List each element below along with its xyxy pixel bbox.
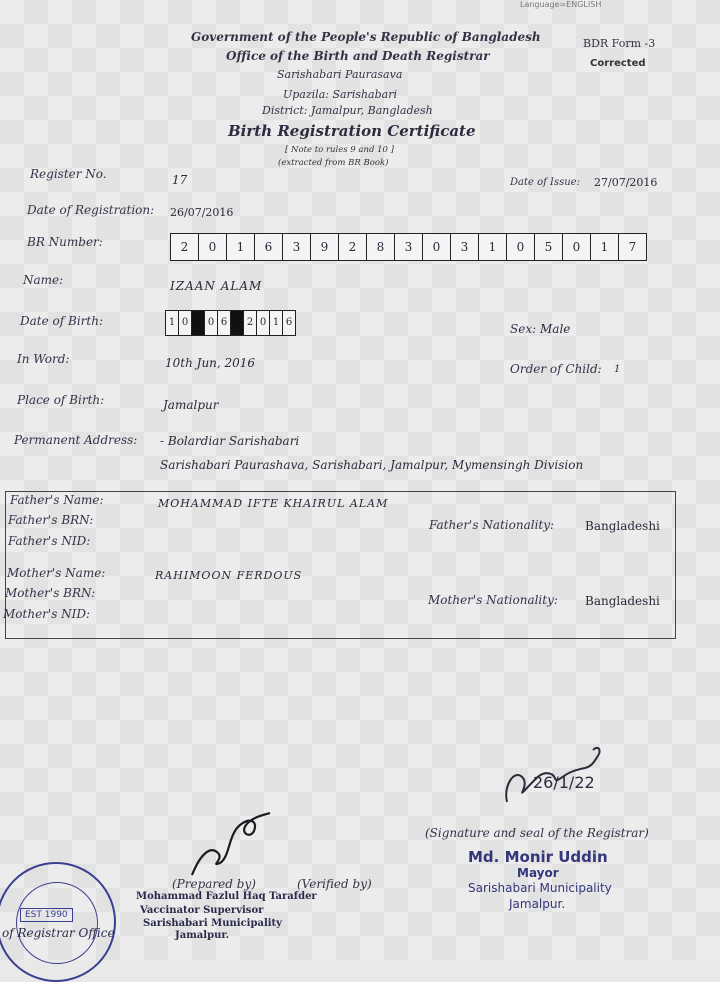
preparer-org: Sarishabari Municipality [143,918,282,929]
dob-digit: 2 [244,311,257,335]
mother-nationality-label: Mother's Nationality: [428,593,558,607]
office-seal-est: EST 1990 [20,908,73,922]
mother-nationality-value: Bangladeshi [585,594,660,608]
br-digit: 5 [535,234,563,260]
name-label: Name: [23,273,64,287]
parents-box [5,491,676,639]
header-paurasava: Sarishabari Paurasava [277,68,403,81]
father-nationality-label: Father's Nationality: [429,518,555,532]
br-digit: 1 [227,234,255,260]
father-name-value: MOHAMMAD IFTE KHAIRUL ALAM [158,497,389,510]
br-digit: 2 [171,234,199,260]
br-digit: 9 [311,234,339,260]
mother-name-label: Mother's Name: [7,566,106,580]
preparer-name: Mohammad Fazlul Haq Tarafder [136,891,317,902]
br-digit: 2 [339,234,367,260]
dob-digit: 6 [218,311,231,335]
father-name-label: Father's Name: [10,493,104,507]
corrected-label: Corrected [590,58,646,69]
registration-date-label: Date of Registration: [27,203,155,217]
registrar-org: Sarishabari Municipality [468,881,612,895]
dob-digit: 6 [285,317,293,328]
note-rules: [ Note to rules 9 and 10 ] [285,145,394,155]
dob-digit: 0 [257,311,270,335]
dob-digit: 1 [166,311,179,335]
note-extracted: (extracted from BR Book) [278,158,389,168]
header-government: Government of the People's Republic of Bangladesh [191,30,541,44]
father-nationality-value: Bangladeshi [585,519,660,533]
mother-brn-label: Mother's BRN: [5,586,96,600]
br-digit: 6 [255,234,283,260]
registrar-title: Mayor [517,866,559,880]
br-digit: 0 [423,234,451,260]
dob-separator [231,311,244,335]
preparer-title: Vaccinator Supervisor [140,905,264,916]
top-strip-text: Language=ENGLISH [520,0,602,9]
prepared-by-label: (Prepared by) [172,877,256,891]
issue-date-label: Date of Issue: [510,177,580,188]
dob-box [165,310,296,336]
place-of-birth-label: Place of Birth: [17,393,105,407]
registrar-signature-date: 26/1/22 [533,773,595,792]
father-brn-label: Father's BRN: [8,513,94,527]
br-digit: 3 [283,234,311,260]
br-digit: 7 [628,240,637,254]
in-word-label: In Word: [17,352,70,366]
register-no-label: Register No. [30,167,107,181]
sex-value: Male [540,322,571,336]
registrar-name: Md. Monir Uddin [468,848,608,866]
header-district: District: Jamalpur, Bangladesh [262,104,433,117]
sex-label: Sex: [510,322,537,336]
br-digit: 3 [395,234,423,260]
preparer-city: Jamalpur. [175,930,230,941]
in-word-value: 10th Jun, 2016 [165,356,256,370]
form-label: BDR Form -3 [583,37,656,50]
dob-digit: 0 [205,311,218,335]
registrar-city: Jamalpur. [509,897,566,911]
father-nid-label: Father's NID: [8,534,91,548]
address-line2: Sarishabari Paurashava, Sarishabari, Jamalpur, Mymensingh Division [160,458,584,472]
header-upazila: Upazila: Sarishabari [283,88,397,101]
br-digit: 8 [367,234,395,260]
office-seal [0,862,116,982]
dob-digit: 0 [179,311,192,335]
register-no-value: 17 [172,173,188,187]
br-digit: 1 [591,234,619,260]
address-line1: - Bolardiar Sarishabari [160,434,300,448]
address-label: Permanent Address: [14,433,138,447]
mother-name-value: RAHIMOON FERDOUS [155,569,303,582]
br-digit: 0 [507,234,535,260]
verified-by-label: (Verified by) [297,877,372,891]
br-number-label: BR Number: [27,235,103,249]
office-seal-inner [16,882,98,964]
order-of-child-label: Order of Child: [510,362,602,376]
order-of-child-value: 1 [614,364,621,375]
br-digit: 0 [199,234,227,260]
issue-date-value: 27/07/2016 [594,176,658,189]
registration-date-value: 26/07/2016 [170,206,234,219]
registrar-caption: (Signature and seal of the Registrar) [425,826,649,840]
br-digit: 1 [479,234,507,260]
certificate-title: Birth Registration Certificate [228,122,476,140]
br-digit: 3 [451,234,479,260]
dob-digit: 1 [270,311,283,335]
preparer-signature [180,805,280,885]
dob-label: Date of Birth: [20,314,103,328]
br-digit: 0 [563,234,591,260]
place-of-birth-value: Jamalpur [163,398,219,412]
name-value: IZAAN ALAM [170,279,263,293]
registrar-office-label: of Registrar Office [2,926,115,940]
header-office: Office of the Birth and Death Registrar [226,49,490,63]
mother-nid-label: Mother's NID: [3,607,91,621]
dob-separator [192,311,205,335]
br-number-box [170,233,647,261]
